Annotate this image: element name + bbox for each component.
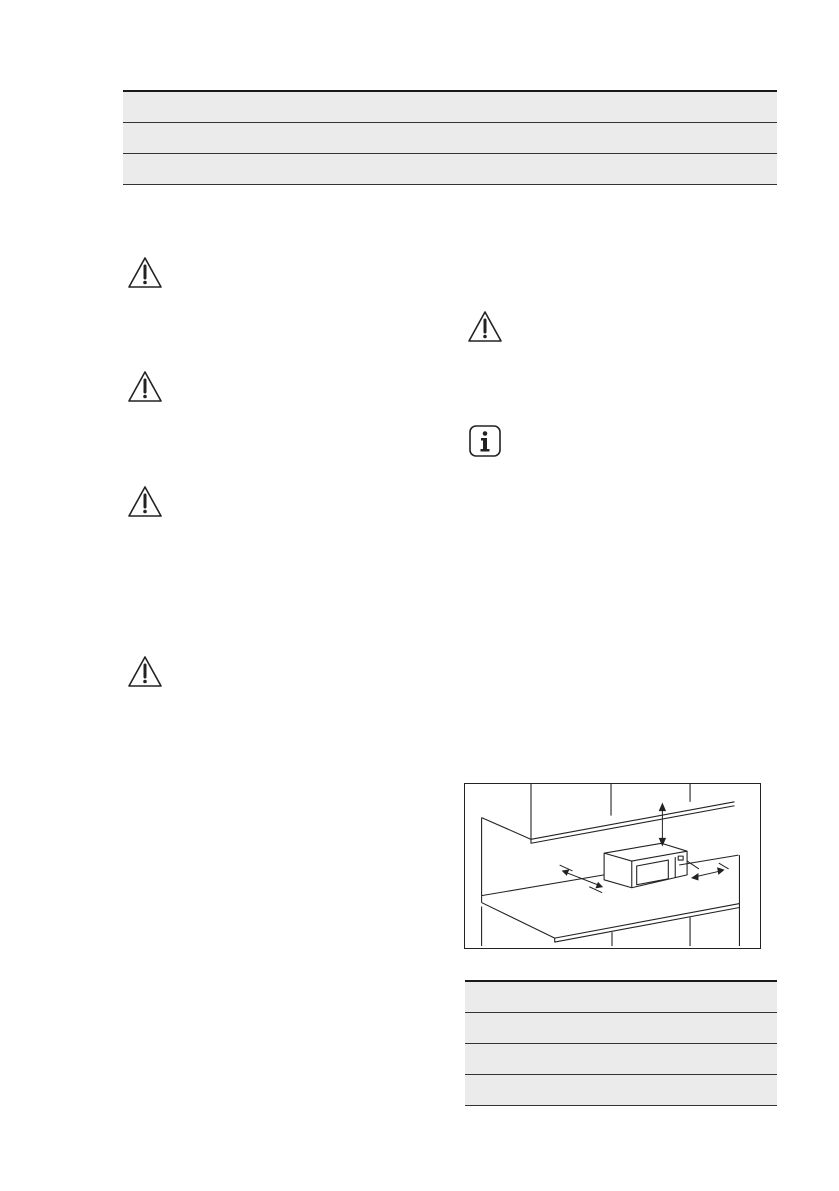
microwave-installation-illustration bbox=[465, 784, 760, 948]
info-icon bbox=[468, 424, 502, 458]
warning-triangle-icon bbox=[127, 485, 163, 519]
table-row bbox=[123, 92, 777, 123]
table-row bbox=[465, 1044, 777, 1075]
installation-figure bbox=[464, 783, 761, 949]
warning-triangle-icon bbox=[127, 256, 163, 290]
table-row bbox=[123, 154, 777, 185]
table-row bbox=[465, 982, 777, 1013]
table-row bbox=[123, 123, 777, 154]
top-table bbox=[123, 90, 777, 185]
warning-triangle-icon bbox=[127, 655, 163, 689]
warning-triangle-icon bbox=[127, 370, 163, 404]
bottom-table bbox=[465, 980, 777, 1106]
warning-triangle-icon bbox=[467, 310, 503, 344]
table-row bbox=[465, 1013, 777, 1044]
table-row bbox=[465, 1075, 777, 1106]
